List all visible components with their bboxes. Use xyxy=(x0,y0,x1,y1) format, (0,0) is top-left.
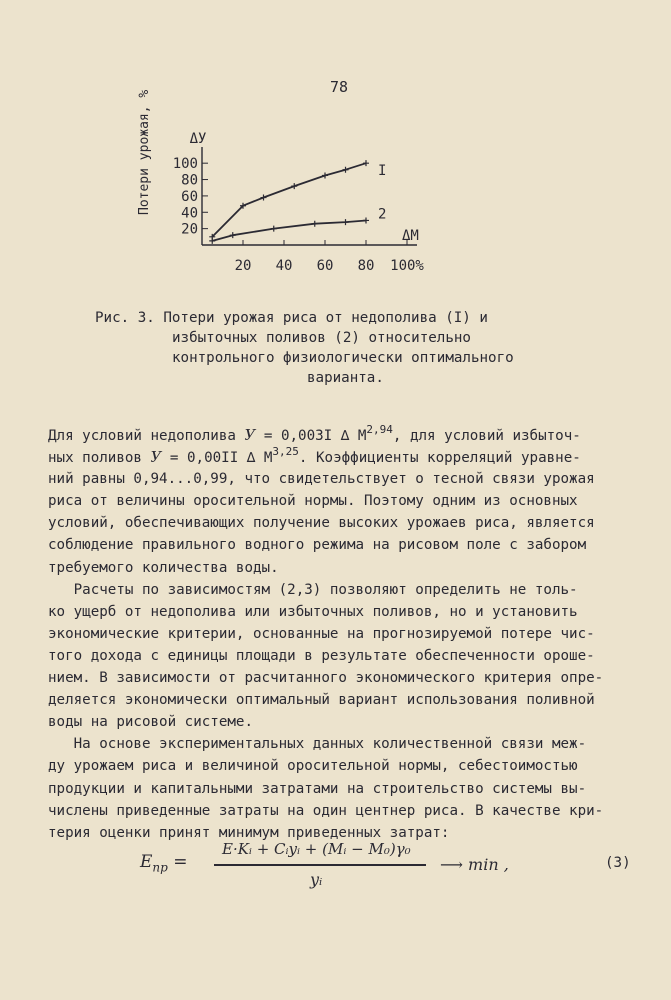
paragraph-1-line xyxy=(48,424,633,446)
paragraph-3-line: продукции и капитальными затратами на строительство системы вы- xyxy=(48,780,587,797)
y-label: Потери урожая, % xyxy=(137,89,152,215)
series-label: 2 xyxy=(378,206,387,223)
x-tick-label: 20 xyxy=(234,258,252,274)
formula-numerator: E·Kᵢ + Cᵢyᵢ + (Mᵢ − M₀)γ₀ xyxy=(222,840,411,858)
paragraph-2-line: деляется экономически оптимальный вариант использования поливной xyxy=(48,692,595,709)
text-run: = 0,00II ∆ М xyxy=(169,450,273,467)
equation-number: (3) xyxy=(605,855,631,871)
y-tick-label: 80 xyxy=(181,172,198,189)
y-axis-title: ΔУ xyxy=(189,131,207,147)
paragraph-1-line: ний равны 0,94...0,99, что свидетельствует о тесной связи урожая xyxy=(48,471,595,488)
paragraph-3-line: На основе экспериментальных данных количественной связи меж- xyxy=(48,736,587,753)
text-run: Для условий недополива xyxy=(48,428,236,444)
formula-lhs-symbol: Е xyxy=(140,852,153,872)
text-run: . Коэффициенты корреляций уравне- xyxy=(298,450,581,467)
y-tick-label: 60 xyxy=(181,188,198,205)
text-run: = 0,003I ∆ М xyxy=(263,428,367,444)
y-symbol: У xyxy=(150,448,162,467)
paragraph-1-line: риса от величины оросительной нормы. Поэтому одним из основных xyxy=(48,493,578,510)
data-point xyxy=(363,217,369,223)
formula-arrow-min: ⟶ min , xyxy=(440,855,509,874)
x-tick-label: 60 xyxy=(316,258,334,274)
body-text xyxy=(48,424,633,844)
page-number: 78 xyxy=(330,78,349,96)
data-point xyxy=(343,167,349,173)
formula-equals: = xyxy=(173,852,188,872)
caption-line-3: контрольного физиологически оптимального xyxy=(172,350,514,366)
data-point xyxy=(230,232,236,238)
x-axis-title: ΔМ xyxy=(402,228,419,244)
x-tick-label: 40 xyxy=(275,258,293,274)
caption-line-4: варианта. xyxy=(307,370,384,386)
paragraph-1-line: требуемого количества воды. xyxy=(48,559,279,576)
series-line xyxy=(212,221,366,241)
data-point xyxy=(322,172,328,178)
x-tick-label: 100% xyxy=(390,258,424,274)
paragraph-3-line: числены приведенные затраты на один центнер риса. В качестве кри- xyxy=(48,802,604,819)
data-point xyxy=(343,219,349,225)
paragraph-2-line: того дохода с единицы площади в результате обеспеченности ороше- xyxy=(48,647,595,664)
paragraph-1-line: соблюдение правильного водного режима на рисовом поле с забором xyxy=(48,537,587,554)
figure-caption xyxy=(95,308,555,388)
y-tick-label: 100 xyxy=(172,156,198,173)
caption-line-1: Рис. 3. Потери урожая риса от недополива (I) и xyxy=(95,310,488,326)
series-line xyxy=(212,163,366,237)
data-point xyxy=(363,160,369,166)
data-point xyxy=(271,226,277,232)
paragraph-2-line: экономические критерии, основанные на прогнозируемой потере чис- xyxy=(48,625,595,642)
paragraph-3-line: ду урожаем риса и величиной оросительной нормы, себестоимостью xyxy=(48,758,578,775)
y-symbol: У xyxy=(244,426,256,444)
formula-lhs xyxy=(140,852,188,874)
formula-3 xyxy=(140,840,640,900)
x-tick-label: 80 xyxy=(357,258,375,274)
data-point xyxy=(312,221,318,227)
paragraph-1-line xyxy=(48,446,633,468)
series-label: I xyxy=(378,163,387,180)
text-run: ных поливов xyxy=(48,450,142,467)
text-run: , для условий избыточ- xyxy=(392,428,581,444)
fraction-bar xyxy=(214,864,426,866)
yield-loss-chart xyxy=(128,89,424,280)
data-point xyxy=(291,183,297,189)
paragraph-3-line: терия оценки принят минимум приведенных затрат: xyxy=(48,824,450,841)
y-tick-label: 20 xyxy=(181,221,198,238)
exponent: 3,25 xyxy=(272,445,299,459)
caption-line-2: избыточных поливов (2) относительно xyxy=(172,330,471,346)
paragraph-2-line: нием. В зависимости от расчитанного экономического критерия опре- xyxy=(48,670,604,687)
data-point xyxy=(209,238,215,244)
paragraph-2-line: ко ущерб от недополива или избыточных поливов, но и установить xyxy=(48,603,578,620)
paragraph-2-line: Расчеты по зависимостям (2,3) позволяют определить не толь- xyxy=(48,581,578,598)
paragraph-2-line: воды на рисовой системе. xyxy=(48,714,253,731)
exponent: 2,94 xyxy=(366,423,393,436)
formula-lhs-subscript: пр xyxy=(152,860,168,875)
paragraph-1-line: условий, обеспечивающих получение высоких урожаев риса, является xyxy=(48,515,595,532)
data-point xyxy=(261,195,267,201)
y-tick-label: 40 xyxy=(181,205,198,222)
formula-denominator: yᵢ xyxy=(310,870,323,889)
